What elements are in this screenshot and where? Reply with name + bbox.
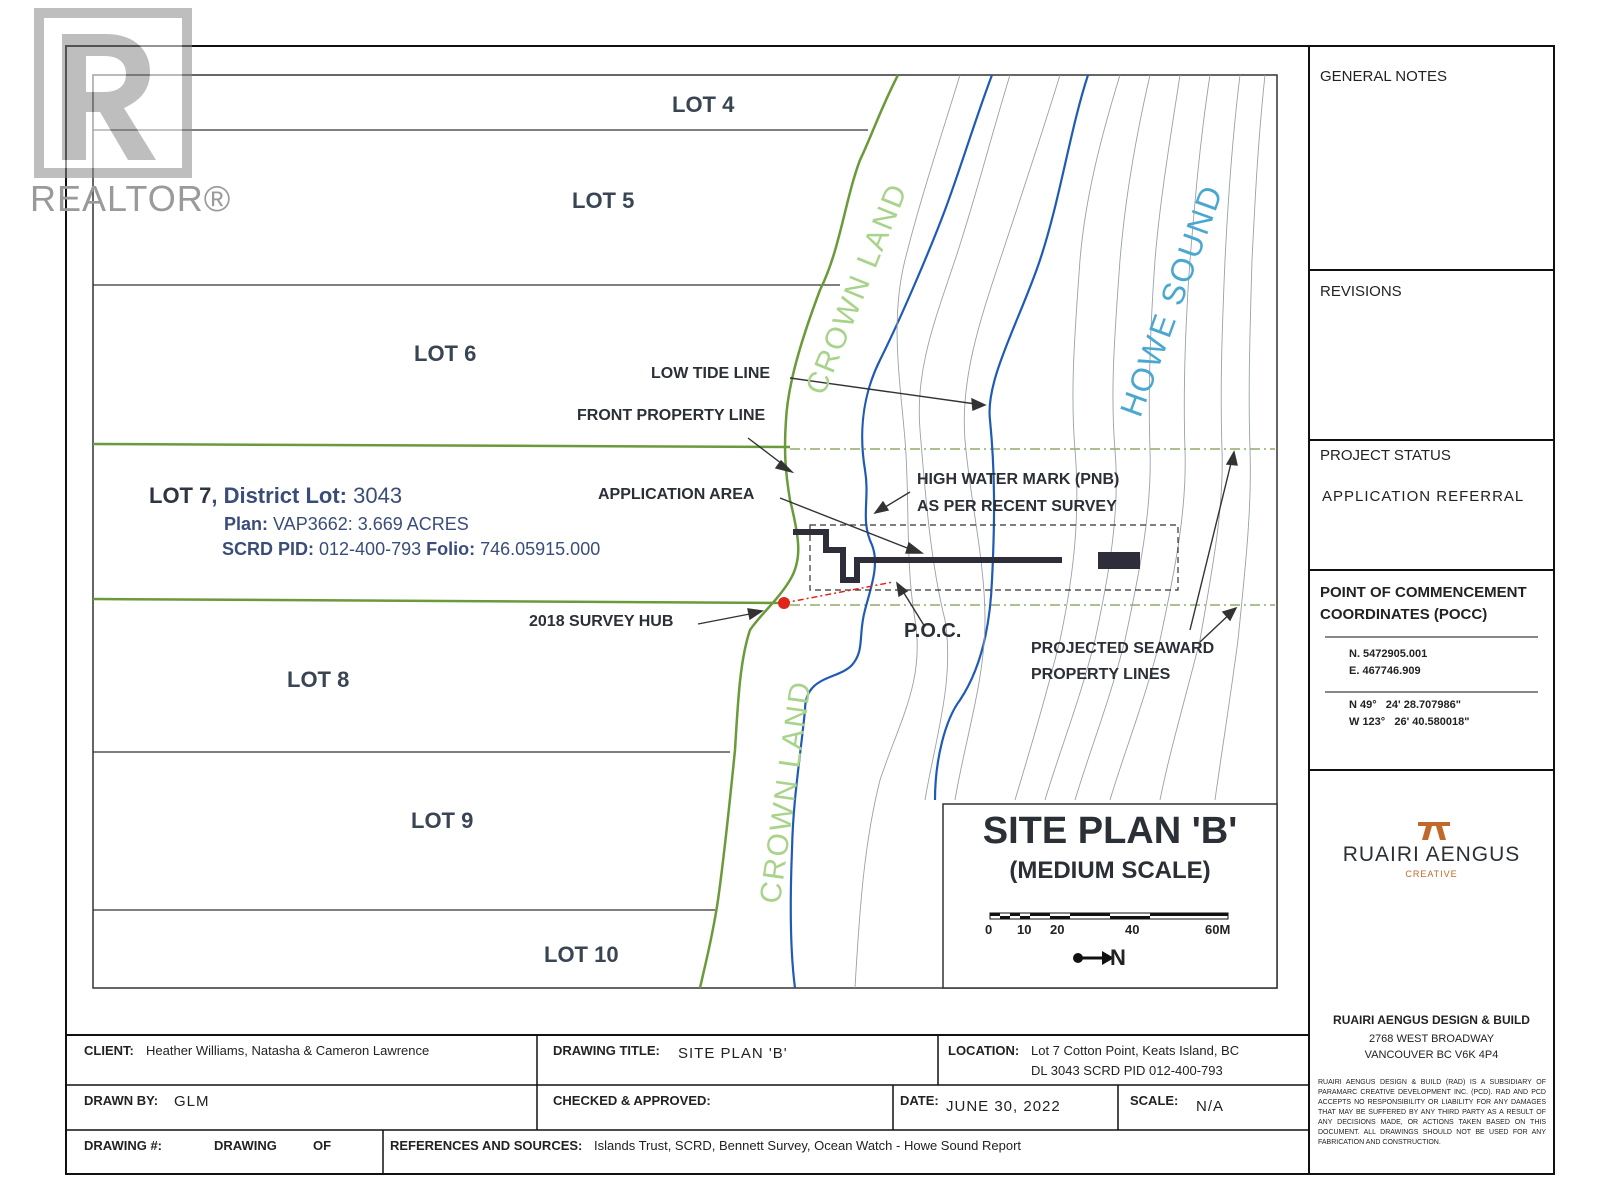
project-status-value: APPLICATION REFERRAL xyxy=(1322,488,1525,505)
pocc-title-2: COORDINATES (POCC) xyxy=(1320,606,1488,623)
brand-sub: CREATIVE xyxy=(1405,869,1458,879)
company-address-1: 2768 WEST BROADWAY xyxy=(1368,1033,1495,1045)
lot-5-label: LOT 5 xyxy=(572,188,635,213)
lot7-north-line xyxy=(93,444,790,447)
drawn-by-label: DRAWN BY: xyxy=(84,1093,159,1108)
high-water-mark-label-2: AS PER RECENT SURVEY xyxy=(917,498,1117,515)
general-notes-title: GENERAL NOTES xyxy=(1320,68,1447,85)
ruairi-aengus-logo-icon xyxy=(1418,822,1450,840)
lot7-south-line xyxy=(93,599,790,603)
seaward-lines-label-1: PROJECTED SEAWARD xyxy=(1031,640,1215,657)
disclaimer: RUAIRI AENGUS DESIGN & BUILD (RAD) IS A SUBSIDIARY OF PARAMARC CREATIVE DEVELOPMENT INC. (PCD). RAD AND PCD ACCEPTS NO RESPONSIBILITY OR LIABILITY FOR ANY DAMAGES THAT MAY BE SUFFERED BY ANY THIRD PARTY AS A RESULT OF ANY DECISIONS MADE, OR ACTIONS TAKEN BASED ON THIS DOCUMENT. ALL DRAWINGS SHOULD NOT BE USED FOR ANY FABRICATION AND CONSTRUCTION. xyxy=(1318,1079,1546,1146)
north-label: N xyxy=(1110,945,1126,970)
drawing-title-label: DRAWING TITLE: xyxy=(553,1043,660,1058)
poc-label: P.O.C. xyxy=(904,620,962,642)
survey-hub-label: 2018 SURVEY HUB xyxy=(529,613,674,630)
drawing-label: DRAWING xyxy=(214,1138,277,1153)
date-value: JUNE 30, 2022 xyxy=(946,1098,1061,1115)
dock-structure xyxy=(793,532,1062,580)
site-plan-subtitle: (MEDIUM SCALE) xyxy=(1009,857,1211,884)
location-label: LOCATION: xyxy=(948,1043,1020,1058)
lot-7-district-value: 3043 xyxy=(353,483,403,508)
site-plan-title: SITE PLAN 'B' xyxy=(982,810,1238,852)
pid-label: SCRD PID: xyxy=(222,539,320,559)
revisions-title: REVISIONS xyxy=(1320,283,1402,300)
scale-label: SCALE: xyxy=(1130,1093,1179,1108)
lot-10-label: LOT 10 xyxy=(544,942,619,967)
low-tide-line xyxy=(935,75,1088,800)
realtor-watermark-text: REALTOR® xyxy=(30,178,232,219)
scale-value: N/A xyxy=(1196,1098,1225,1115)
company-name: RUAIRI AENGUS DESIGN & BUILD xyxy=(1333,1013,1530,1027)
crown-land-label-top: CROWN LAND xyxy=(799,178,915,400)
dock-float xyxy=(1098,552,1140,569)
lot-7-district-label: , District Lot: xyxy=(211,483,354,508)
lot-7-plan xyxy=(224,514,469,535)
survey-hub-line xyxy=(784,582,893,603)
lot-7-pid xyxy=(222,539,600,560)
pocc-longitude: W 123° 26' 40.580018" xyxy=(1349,716,1470,728)
lot-7-info xyxy=(149,483,402,509)
survey-hub-point xyxy=(778,597,790,609)
project-status-title: PROJECT STATUS xyxy=(1320,447,1451,464)
application-area-label: APPLICATION AREA xyxy=(598,486,755,503)
pocc-northing: N. 5472905.001 xyxy=(1349,648,1428,660)
pocc-easting: E. 467746.909 xyxy=(1349,665,1421,677)
folio-value: 746.05915.000 xyxy=(480,539,601,559)
drawing-title-value: SITE PLAN 'B' xyxy=(678,1045,788,1062)
lot-6-label: LOT 6 xyxy=(414,341,477,366)
folio-label: Folio: xyxy=(426,539,481,559)
scale-tick-0: 0 xyxy=(985,922,993,937)
plan-value: VAP3662: 3.669 ACRES xyxy=(273,514,469,534)
low-tide-line-label: LOW TIDE LINE xyxy=(651,365,771,382)
drawing-number-label: DRAWING #: xyxy=(84,1138,162,1153)
client-label: CLIENT: xyxy=(84,1043,134,1058)
realtor-logo-icon xyxy=(34,8,192,178)
brand-name: RUAIRI AENGUS xyxy=(1342,843,1521,866)
crown-land-label-bottom: CROWN LAND xyxy=(754,678,819,906)
seaward-lines-label-2: PROPERTY LINES xyxy=(1031,666,1171,683)
drawn-by-value: GLM xyxy=(174,1093,210,1110)
location-value-1: Lot 7 Cotton Point, Keats Island, BC xyxy=(1031,1043,1240,1058)
front-property-line-label: FRONT PROPERTY LINE xyxy=(577,407,766,424)
pid-value: 012-400-793 xyxy=(319,539,427,559)
client-value: Heather Williams, Natasha & Cameron Lawrence xyxy=(146,1043,430,1058)
checked-approved-label: CHECKED & APPROVED: xyxy=(553,1093,711,1108)
lot-8-label: LOT 8 xyxy=(287,667,350,692)
howe-sound-label: HOWE SOUND xyxy=(1112,179,1231,422)
pocc-title-1: POINT OF COMMENCEMENT xyxy=(1320,584,1527,601)
company-address-2: VANCOUVER BC V6K 4P4 xyxy=(1364,1049,1499,1061)
references-value: Islands Trust, SCRD, Bennett Survey, Ocean Watch - Howe Sound Report xyxy=(594,1138,1022,1153)
location-value-2: DL 3043 SCRD PID 012-400-793 xyxy=(1031,1063,1223,1078)
scale-tick-10: 10 xyxy=(1017,922,1032,937)
high-water-mark-label-1: HIGH WATER MARK (PNB) xyxy=(917,471,1120,488)
lot-9-label: LOT 9 xyxy=(411,808,474,833)
of-label: OF xyxy=(313,1138,332,1153)
scale-tick-40: 40 xyxy=(1125,922,1140,937)
scale-tick-60m: 60M xyxy=(1205,922,1231,937)
references-label: REFERENCES AND SOURCES: xyxy=(390,1138,583,1153)
pocc-latitude: N 49° 24' 28.707986" xyxy=(1349,699,1461,711)
scale-tick-20: 20 xyxy=(1050,922,1065,937)
scale-bar xyxy=(990,913,1228,919)
lot-4-label: LOT 4 xyxy=(672,92,735,117)
lot-7-title: LOT 7 xyxy=(149,483,212,508)
plan-label: Plan: xyxy=(224,514,274,534)
date-label: DATE: xyxy=(900,1093,939,1108)
